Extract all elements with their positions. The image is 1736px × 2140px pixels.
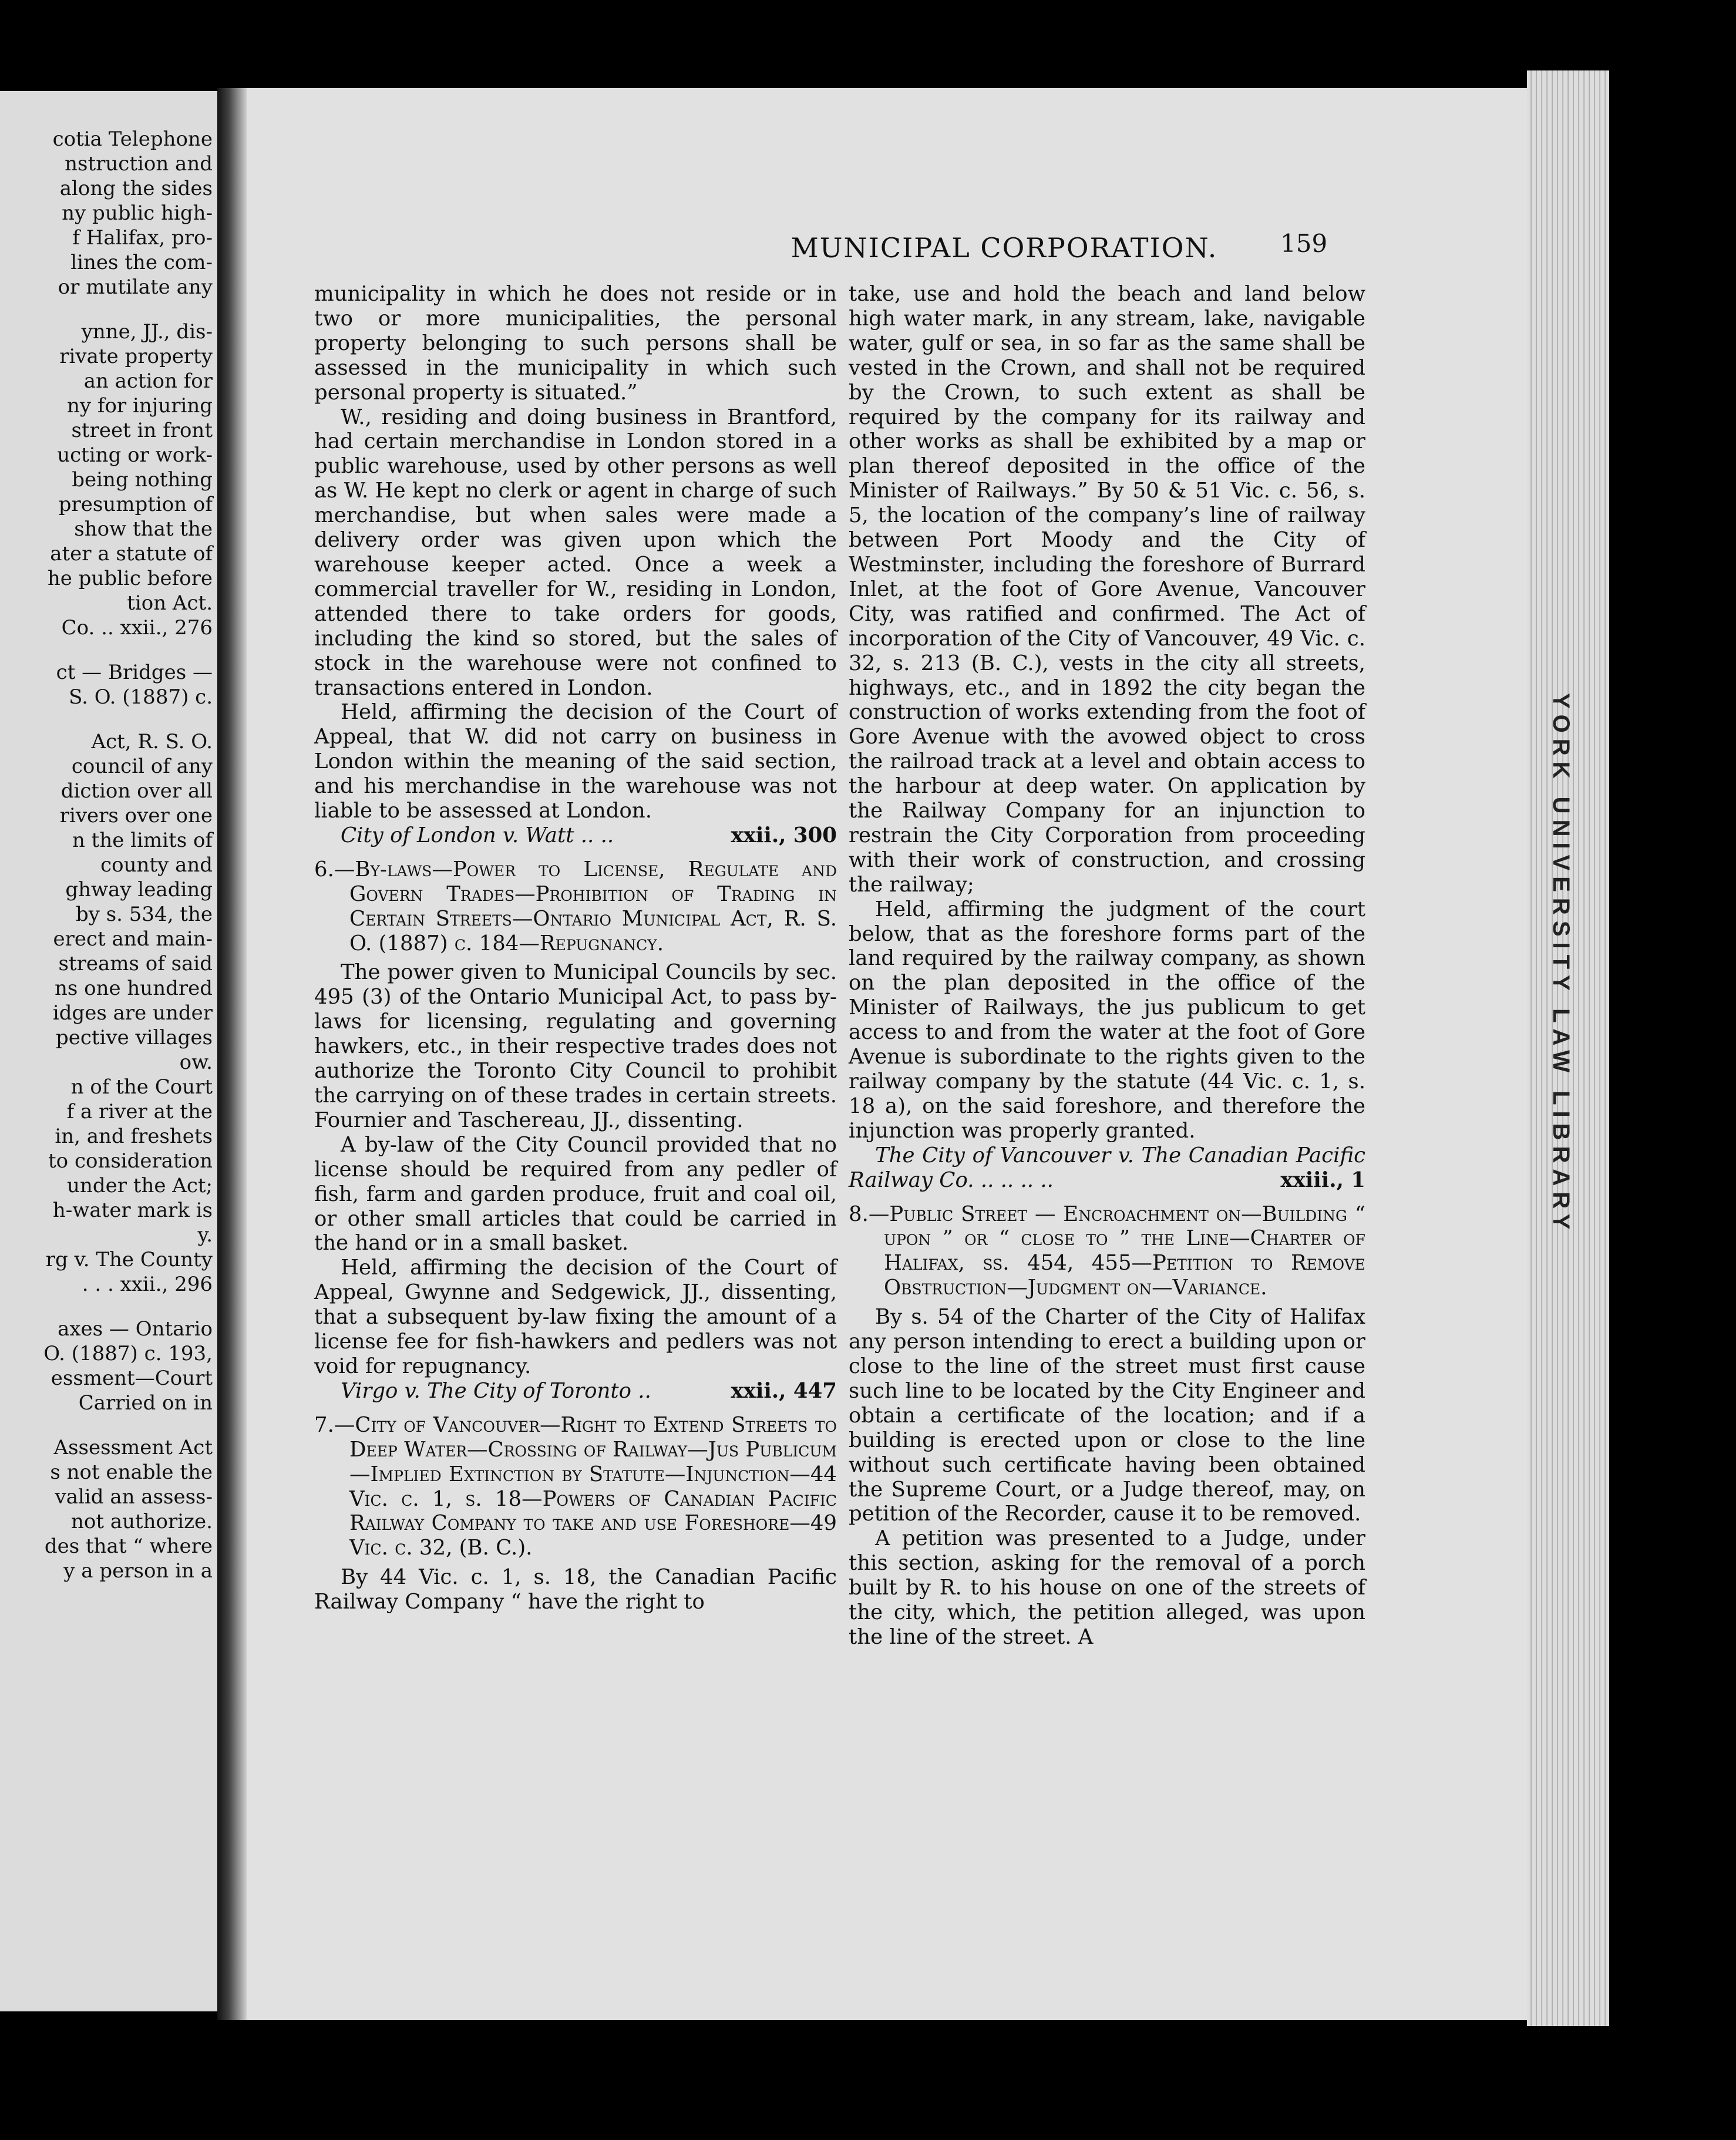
paragraph: By s. 54 of the Charter of the City of Halifax any person intending to erect a building upon or close to the line of the street must first cause such line to be located by the City Engineer and obtain a certificate of the location; and if a building is erected upon or close to the line without such certificate having been obtained the Supreme Court, or a Judge thereof, may, on petition of the Recorder, cause it to be removed. — [849, 1305, 1365, 1526]
report-reference: xxiii., 1 — [1280, 1167, 1365, 1192]
paragraph: Held, affirming the decision of the Court of Appeal, that W. did not carry on business in London within the meaning of the said section, and his merchandise in the warehouse was not liable to be assessed at London. — [314, 700, 837, 823]
column-right — [849, 282, 1365, 1650]
page-number: 159 — [1280, 229, 1328, 258]
left-page-fragment: ny public high- — [62, 201, 213, 225]
running-head: MUNICIPAL CORPORATION. — [790, 232, 1218, 264]
section-heading: 6.—By-laws—Power to License, Regulate and Govern Trades—Prohibition of Trading in Certain Streets—Ontario Municipal Act, R. S. O. (1887) c. 184—Repugnancy. — [314, 857, 837, 955]
paragraph: The power given to Municipal Councils by sec. 495 (3) of the Ontario Municipal Act, to pass by-laws for licensing, regulating and governing hawkers, etc., in their respective trades does not authorize the Toronto City Council to prohibit the carrying on of these trades in certain streets. Fournier and Taschereau, JJ., dissenting. — [314, 960, 837, 1132]
paragraph: Held, affirming the decision of the Court of Appeal, Gwynne and Sedgewick, JJ., dissenting, that a subsequent by-law fixing the amount of a license fee for fish-hawkers and pedlers was not void for repugnancy. — [314, 1256, 837, 1378]
column-left — [314, 282, 837, 1614]
paragraph: take, use and hold the beach and land below high water mark, in any stream, lake, navigable water, gulf or sea, in so far as the same shall be vested in the Crown, and shall not be required by the Crown, to such extent as shall be required by the company for its railway and other works as shall be exhibited by a map or plan thereof deposited in the office of the Minister of Railways.” By 50 & 51 Vic. c. 56, s. 5, the location of the company’s line of railway between Port Moody and the City of Westminster, including the foreshore of Burrard Inlet, at the foot of Gore Avenue, Vancouver City, was ratified and confirmed. The Act of incorporation of the City of Vancouver, 49 Vic. c. 32, s. 213 (B. C.), vests in the city all streets, highways, etc., and in 1892 the city began the construction of works extending from the foot of Gore Avenue with the avowed object to cross the railroad track at a level and obtain access to the harbour at deep water. On application by the Railway Company for an injunction to restrain the City Corporation from proceeding with their work of construction, and crossing the railway; — [849, 282, 1365, 897]
left-page-fragment: f a river at the — [66, 1100, 213, 1123]
left-page-fragment: des that “ where — [44, 1535, 213, 1558]
left-page-fragment: he public before — [47, 567, 213, 590]
left-page-fragment: being nothing — [72, 468, 213, 492]
left-page-fragment: cotia Telephone — [52, 127, 213, 151]
case-citation — [849, 1143, 1365, 1193]
section-heading: 7.—City of Vancouver—Right to Extend Streets to Deep Water—Crossing of Railway—Jus Publicum—Implied Extinction by Statute—Injunction—44 Vic. c. 1, s. 18—Powers of Canadian Pacific Railway Company to take and use Foreshore—49 Vic. c. 32, (B. C.). — [314, 1412, 837, 1560]
left-page-fragment: s not enable the — [50, 1461, 213, 1484]
left-page-fragment: ct — Bridges — — [56, 661, 213, 684]
paragraph: Held, affirming the judgment of the court below, that as the foreshore forms part of the land required by the railway company, as shown on the plan deposited in the office of the Minister of Railways, the jus publicum to get access to and from the water at the foot of Gore Avenue is subordinate to the rights given to the railway company by the statute (44 Vic. c. 1, s. 18 a), on the said foreshore, and therefore the injunction was properly granted. — [849, 897, 1365, 1143]
left-page-fragment: lines the com- — [70, 251, 213, 274]
case-name: The City of Vancouver v. The Canadian Pacific Railway Co. .. .. .. .. — [849, 1143, 1365, 1192]
paragraph: W., residing and doing business in Brantford, had certain merchandise in London stored in a public warehouse, used by other persons as well as W. He kept no clerk or agent in charge of such merchandise, but when sales were made a delivery order was given upon which the warehouse keeper acted. Once a week a commercial traveller for W., residing in London, attended there to take orders for goods, including the kind so stored, but the sales of stock in the warehouse were not confined to transactions entered in London. — [314, 405, 837, 700]
left-page-fragment: h-water mark is — [52, 1199, 213, 1222]
left-page-fragment: S. O. (1887) c. — [69, 685, 213, 709]
left-page-fragment: ynne, JJ., dis- — [81, 320, 213, 344]
main-page — [247, 88, 1527, 2020]
left-page-fragment: ghway leading — [65, 878, 213, 901]
left-page-fragment: erect and main- — [53, 927, 213, 951]
case-name: Virgo v. The City of Toronto .. — [341, 1378, 651, 1403]
left-page-fragment: in, and freshets — [55, 1125, 213, 1148]
left-page-fragment: ow. — [179, 1051, 213, 1074]
paragraph: A petition was presented to a Judge, under this section, asking for the removal of a porch built by R. to his house on one of the streets of the city, which, the petition alleged, was upon the line of the street. A — [849, 1526, 1365, 1649]
left-page-fragment: or mutilate any — [58, 275, 213, 299]
left-page-fragment: n of the Court — [70, 1075, 213, 1099]
left-page-fragment: essment—Court — [51, 1367, 213, 1390]
left-page-fragment: O. (1887) c. 193, — [43, 1342, 213, 1365]
left-page-fragment: by s. 534, the — [75, 903, 213, 926]
left-page-fragment: diction over all — [60, 779, 213, 803]
left-page-fragment: Carried on in — [78, 1391, 213, 1415]
left-page-fragment: nstruction and — [65, 152, 213, 176]
left-page-fragment: ny for injuring — [66, 394, 213, 418]
paragraph: By 44 Vic. c. 1, s. 18, the Canadian Pacific Railway Company “ have the right to — [314, 1565, 837, 1614]
left-page-fragment: Assessment Act — [53, 1436, 213, 1459]
left-page-fragment: rg v. The County — [45, 1248, 213, 1271]
left-page-fragment: along the sides — [59, 177, 213, 200]
left-page-fragment: . . . xxii., 296 — [82, 1273, 213, 1296]
section-heading: 8.—Public Street — Encroachment on—Building “ upon ” or “ close to ” the Line—Charter of Halifax, ss. 454, 455—Petition to Remove Obstruction—Judgment on—Variance. — [849, 1202, 1365, 1300]
left-page-fragment: council of any — [71, 755, 213, 778]
case-citation — [314, 1379, 837, 1404]
left-page-fragment: y a person in a — [63, 1559, 213, 1583]
left-page-fragment: Co. .. xxii., 276 — [61, 616, 213, 640]
left-page-fragment: to consideration — [48, 1149, 213, 1173]
left-page-fragment: ns one hundred — [54, 977, 213, 1000]
left-page-fragment: county and — [100, 853, 213, 877]
left-page-fragment: n the limits of — [72, 829, 213, 852]
facing-page-left — [0, 91, 217, 2011]
paragraph: municipality in which he does not reside or in two or more municipalities, the personal property belonging to such persons shall be assessed in the municipality in which such personal property is situated.” — [314, 282, 837, 405]
left-page-fragment: idges are under — [52, 1001, 213, 1025]
case-name: City of London v. Watt .. .. — [341, 823, 614, 847]
case-citation — [314, 823, 837, 848]
book-gutter — [217, 88, 247, 2020]
left-page-fragment: show that the — [74, 517, 213, 541]
left-page-fragment: not authorize. — [70, 1510, 213, 1533]
left-page-fragment: ater a statute of — [50, 542, 213, 566]
left-page-fragment: street in front — [71, 419, 213, 442]
left-page-fragment: presumption of — [58, 493, 213, 516]
left-page-fragment: axes — Ontario — [58, 1317, 213, 1341]
report-reference: xxii., 300 — [731, 823, 837, 847]
left-page-fragment: pective villages — [55, 1026, 213, 1049]
left-page-fragment: f Halifax, pro- — [72, 226, 213, 250]
paragraph: A by-law of the City Council provided that no license should be required from any pedler of fish, farm and garden produce, fruit and coal oil, or other small articles that could be carried in the hand or in a small basket. — [314, 1132, 837, 1256]
report-reference: xxii., 447 — [731, 1378, 837, 1403]
left-page-fragment: rivate property — [59, 345, 213, 368]
left-page-fragment: Act, R. S. O. — [91, 730, 213, 753]
left-page-fragment: tion Act. — [127, 591, 213, 615]
left-page-fragment: valid an assess- — [55, 1485, 213, 1509]
left-page-fragment: under the Act; — [67, 1174, 213, 1197]
left-page-fragment: streams of said — [58, 952, 213, 975]
left-page-fragment: an action for — [83, 369, 213, 393]
left-page-fragment: y. — [197, 1223, 213, 1247]
library-stamp: YORK UNIVERSITY LAW LIBRARY — [1548, 693, 1574, 1236]
left-page-fragment: ucting or work- — [57, 443, 213, 467]
left-page-fragment: rivers over one — [59, 804, 213, 827]
